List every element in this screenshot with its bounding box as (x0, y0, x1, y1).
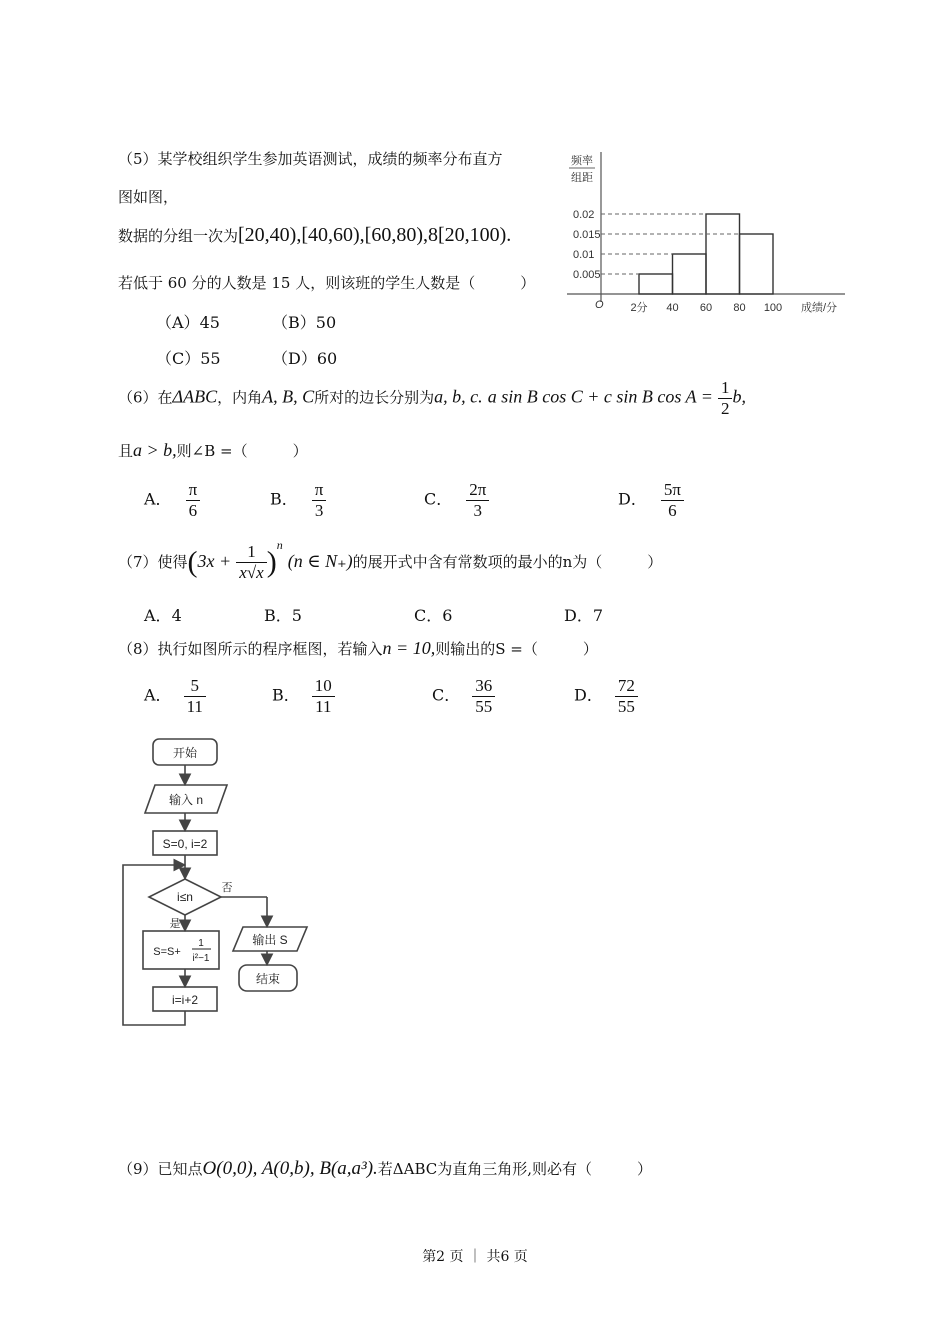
flow-start-label: 开始 (172, 746, 198, 760)
frac-den: 55 (617, 696, 635, 716)
q6-text2: 所对的边长分别为 (314, 388, 435, 407)
q7-option-a (144, 603, 182, 626)
y-tick-label: 0.01 (573, 249, 595, 261)
option-letter: C． (414, 606, 443, 625)
q7-line (118, 538, 662, 583)
frac-num: 2π (466, 480, 489, 501)
flow-update-label: S=S+ (153, 946, 181, 958)
q5-line1: （5）某学校组织学生参加英语测试，成绩的频率分布直方 (118, 150, 503, 168)
flow-input-label: 输入 n (168, 793, 204, 807)
frac-num: 36 (472, 676, 495, 697)
flow-output-label: 输出 S (252, 933, 288, 947)
option-letter: B． (272, 685, 300, 705)
histogram-bar (740, 234, 774, 294)
q6-option-b (270, 480, 326, 520)
frac-den: 11 (186, 696, 203, 716)
frac-den: 3 (314, 500, 324, 520)
q9-suffix: 若ΔABC为直角三角形,则必有（ ） (377, 1160, 653, 1178)
q6-ask: 则∠B =（ ） (176, 442, 308, 460)
page-footer: 第2 页 ｜ 共6 页 (422, 1249, 528, 1265)
q6-text3: 且 (118, 442, 134, 460)
q9-points: O(0,0), A(0,b), B(a,a³). (202, 1158, 378, 1179)
option-letter: （D） (272, 349, 317, 368)
option-letter: D． (574, 685, 603, 705)
q6-line1 (118, 378, 746, 418)
histogram-bar (639, 274, 673, 294)
q7-option-d (564, 603, 603, 626)
q9-prefix: （9）已知点 (118, 1160, 203, 1178)
q6-option-c (424, 480, 489, 520)
option-value: 6 (442, 606, 453, 625)
flow-yes-label: 是 (169, 918, 181, 930)
q8-input: n = 10, (382, 638, 436, 658)
option-value: 60 (316, 349, 338, 368)
q5-option-a (156, 310, 220, 333)
x-tick-label: 60 (699, 302, 713, 314)
option-value: 55 (200, 349, 221, 368)
flow-update-den: i²−1 (192, 953, 210, 964)
q6-option-a (144, 480, 200, 520)
histogram-bar (673, 254, 707, 294)
frac-den: 55 (475, 696, 493, 716)
flow-no-label: 否 (221, 882, 233, 894)
frac-num: 10 (312, 676, 335, 697)
q6-option-d (618, 480, 684, 520)
q5-line4: 若低于 60 分的人数是 15 人，则该班的学生人数是（ ） (118, 274, 536, 292)
x-axis-label: 成绩/分 (801, 302, 838, 314)
frequency-histogram (555, 148, 855, 320)
q8-option-c (432, 676, 495, 716)
q5-option-c (156, 346, 221, 369)
q6-half (718, 378, 733, 418)
q7-power: n (276, 538, 283, 552)
q8-option-d (574, 676, 638, 716)
y-tick-label: 0.015 (573, 229, 601, 241)
q6-number: （6）在 (118, 388, 173, 407)
x-tick-label: 2分 (630, 302, 648, 314)
frac-den: 3 (473, 500, 483, 520)
q7-option-c (414, 603, 452, 626)
q7-option-b (264, 603, 302, 626)
q9-line (118, 1158, 652, 1180)
option-letter: （C） (156, 349, 201, 368)
y-axis-label-bottom: 组距 (571, 172, 593, 184)
frac-den: 6 (668, 500, 677, 520)
option-value: 4 (171, 606, 182, 625)
frac-num: 1 (718, 378, 733, 399)
frac-num: 1 (236, 542, 266, 563)
option-letter: A． (144, 685, 172, 705)
q7-fraction (236, 542, 266, 582)
q6-condition: a > b, (133, 440, 177, 460)
q6-sides: a, b, c. (434, 386, 483, 407)
frac-den: 6 (188, 500, 198, 520)
q6-line2 (118, 440, 308, 461)
q5-option-b (272, 310, 336, 333)
q6-equation-end: b, (732, 386, 746, 407)
frac-den: x√x (239, 563, 264, 582)
option-value: 50 (315, 313, 337, 332)
q6-text: ，内角 (217, 388, 263, 407)
flow-increment-label: i=i+2 (171, 993, 199, 1007)
option-value: 5 (291, 606, 302, 625)
option-letter: D． (618, 489, 647, 509)
option-letter: B． (264, 606, 292, 625)
option-value: 45 (199, 313, 220, 332)
q7-prefix: （7）使得 (118, 553, 188, 571)
option-letter: A． (144, 489, 172, 509)
option-letter: A． (144, 606, 172, 625)
q7-expression: 3x + (197, 551, 232, 571)
right-paren: ) (266, 545, 277, 579)
q8-option-b (272, 676, 335, 716)
flow-cond-label: i≤n (177, 890, 193, 904)
q5-option-d (272, 346, 337, 369)
frac-den: 11 (315, 696, 332, 716)
histogram-group (567, 152, 845, 314)
frac-num: 5π (661, 480, 684, 501)
q8-line (118, 638, 598, 659)
frac-num: 72 (615, 676, 638, 697)
x-tick-label: 100 (763, 302, 783, 314)
option-value: 7 (592, 606, 604, 625)
q5-line3 (118, 224, 511, 247)
x-tick-label: 80 (733, 302, 746, 314)
frac-den: 2 (720, 398, 730, 418)
q8-suffix: 则输出的S =（ ） (435, 640, 598, 658)
q8-option-a (144, 676, 206, 716)
y-tick-label: 0.005 (573, 269, 601, 281)
option-letter: B． (270, 489, 298, 509)
q8-prefix: （8）执行如图所示的程序框图，若输入 (118, 640, 383, 658)
q5-line2: 图如图， (118, 188, 179, 206)
frac-num: π (186, 480, 201, 501)
origin-label: O (595, 299, 604, 311)
q7-condition: (n ∈ N₊) (287, 551, 353, 571)
x-tick-label: 40 (666, 302, 679, 314)
q6-equation: a sin B cos C + c sin B cos A = (487, 386, 713, 407)
flow-update-num: 1 (198, 938, 204, 949)
option-letter: D． (564, 606, 593, 625)
flow-init-label: S=0, i=2 (162, 837, 208, 851)
q6-angles: A, B, C (262, 386, 315, 407)
histogram-bar (706, 214, 740, 294)
program-flowchart (115, 735, 345, 1035)
left-paren: ( (187, 545, 198, 579)
option-letter: （A） (156, 313, 200, 332)
q7-suffix: 的展开式中含有常数项的最小的n为（ ） (352, 553, 663, 571)
q6-triangle: ΔABC (172, 386, 218, 407)
y-tick-label: 0.02 (573, 209, 595, 221)
option-letter: （B） (272, 313, 316, 332)
option-letter: C． (424, 489, 453, 509)
flow-end-label: 结束 (255, 972, 281, 986)
q5-line3-prefix: 数据的分组一次为 (118, 227, 239, 245)
frac-num: 5 (184, 676, 206, 697)
option-letter: C． (432, 685, 461, 705)
q5-intervals: [20,40),[40,60),[60,80),8[20,100). (238, 224, 512, 246)
y-axis-label-top: 频率 (571, 155, 593, 167)
frac-num: π (312, 480, 327, 501)
